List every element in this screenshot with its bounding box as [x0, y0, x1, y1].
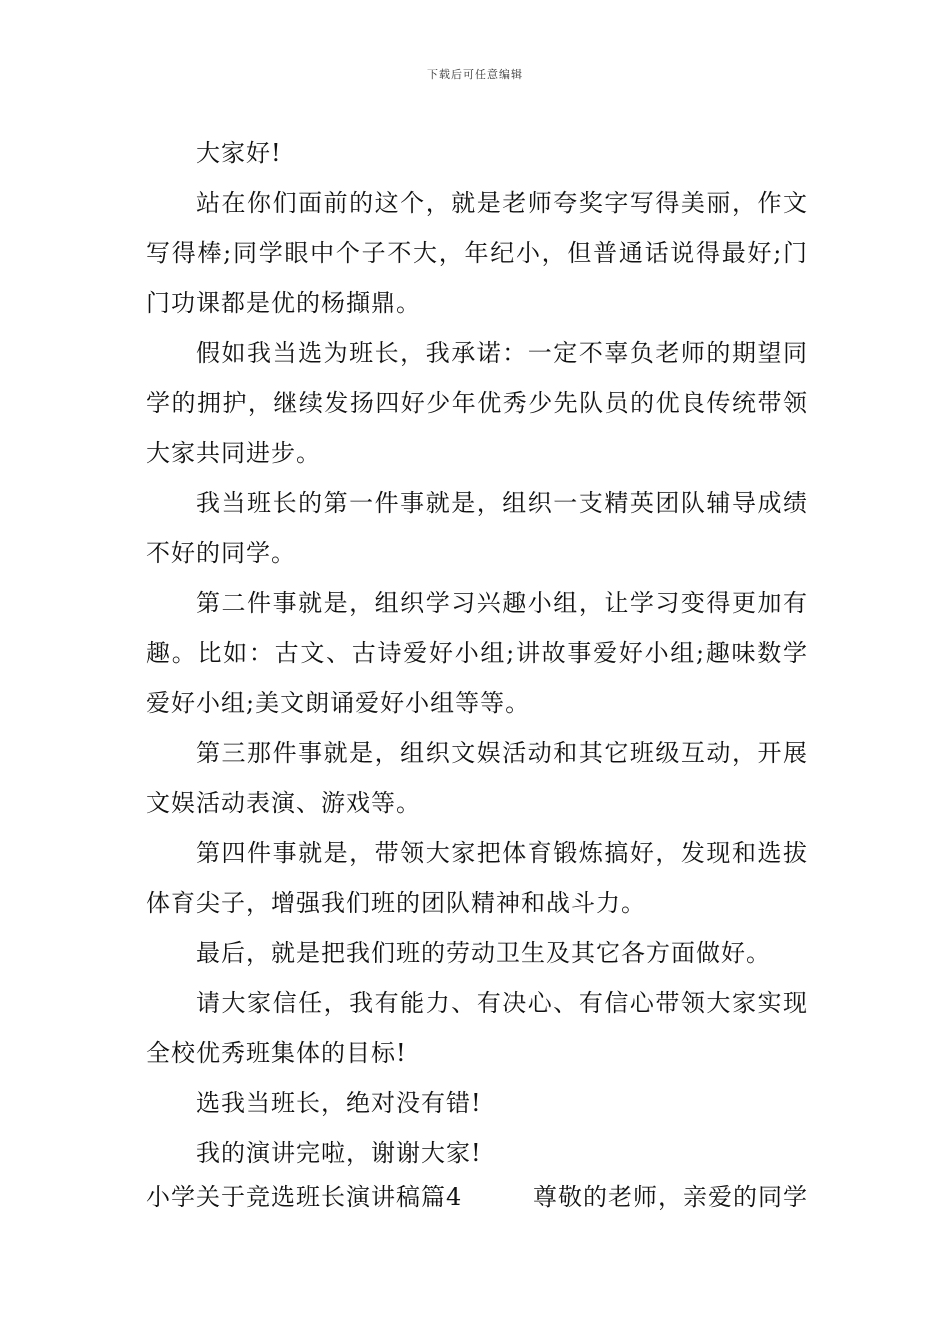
- section-title: 小学关于竞选班长演讲稿篇4: [146, 1183, 463, 1211]
- next-section-line: [146, 1172, 808, 1222]
- header-note: 下载后可任意编辑: [427, 68, 523, 81]
- paragraph-self-intro: 站在你们面前的这个，就是老师夸奖字写得美丽，作文写得棒;同学眼中个子不大，年纪小，但普通话说得最好;门门功课都是优的杨擷鼎。: [146, 189, 808, 317]
- section-greeting: 尊敬的老师，亲爱的同学: [533, 1183, 808, 1211]
- paragraph-trust: 请大家信任，我有能力、有决心、有信心带领大家实现全校优秀班集体的目标!: [146, 989, 808, 1067]
- paragraph-fourth-task: 第四件事就是，带领大家把体育锻炼搞好，发现和选拔体育尖子，增强我们班的团队精神和战斗力。: [146, 839, 808, 917]
- paragraph-promise: 假如我当选为班长，我承诺：一定不辜负老师的期望同学的拥护，继续发扬四好少年优秀少先队员的优良传统带领大家共同进步。: [146, 339, 808, 467]
- paragraph-vote: 选我当班长，绝对没有错!: [196, 1089, 482, 1117]
- paragraph-second-task: 第二件事就是，组织学习兴趣小组，让学习变得更加有趣。比如：古文、古诗爱好小组;讲故事爱好小组;趣味数学爱好小组;美文朗诵爱好小组等等。: [146, 589, 808, 717]
- paragraph-finally: 最后，就是把我们班的劳动卫生及其它各方面做好。: [196, 939, 771, 967]
- paragraph-first-task: 我当班长的第一件事就是，组织一支精英团队辅导成绩不好的同学。: [146, 489, 808, 567]
- paragraph-third-task: 第三那件事就是，组织文娱活动和其它班级互动，开展文娱活动表演、游戏等。: [146, 739, 808, 817]
- document-body: [146, 128, 808, 1178]
- paragraph-greeting: 大家好!: [196, 139, 282, 167]
- paragraph-closing: 我的演讲完啦，谢谢大家!: [196, 1139, 482, 1167]
